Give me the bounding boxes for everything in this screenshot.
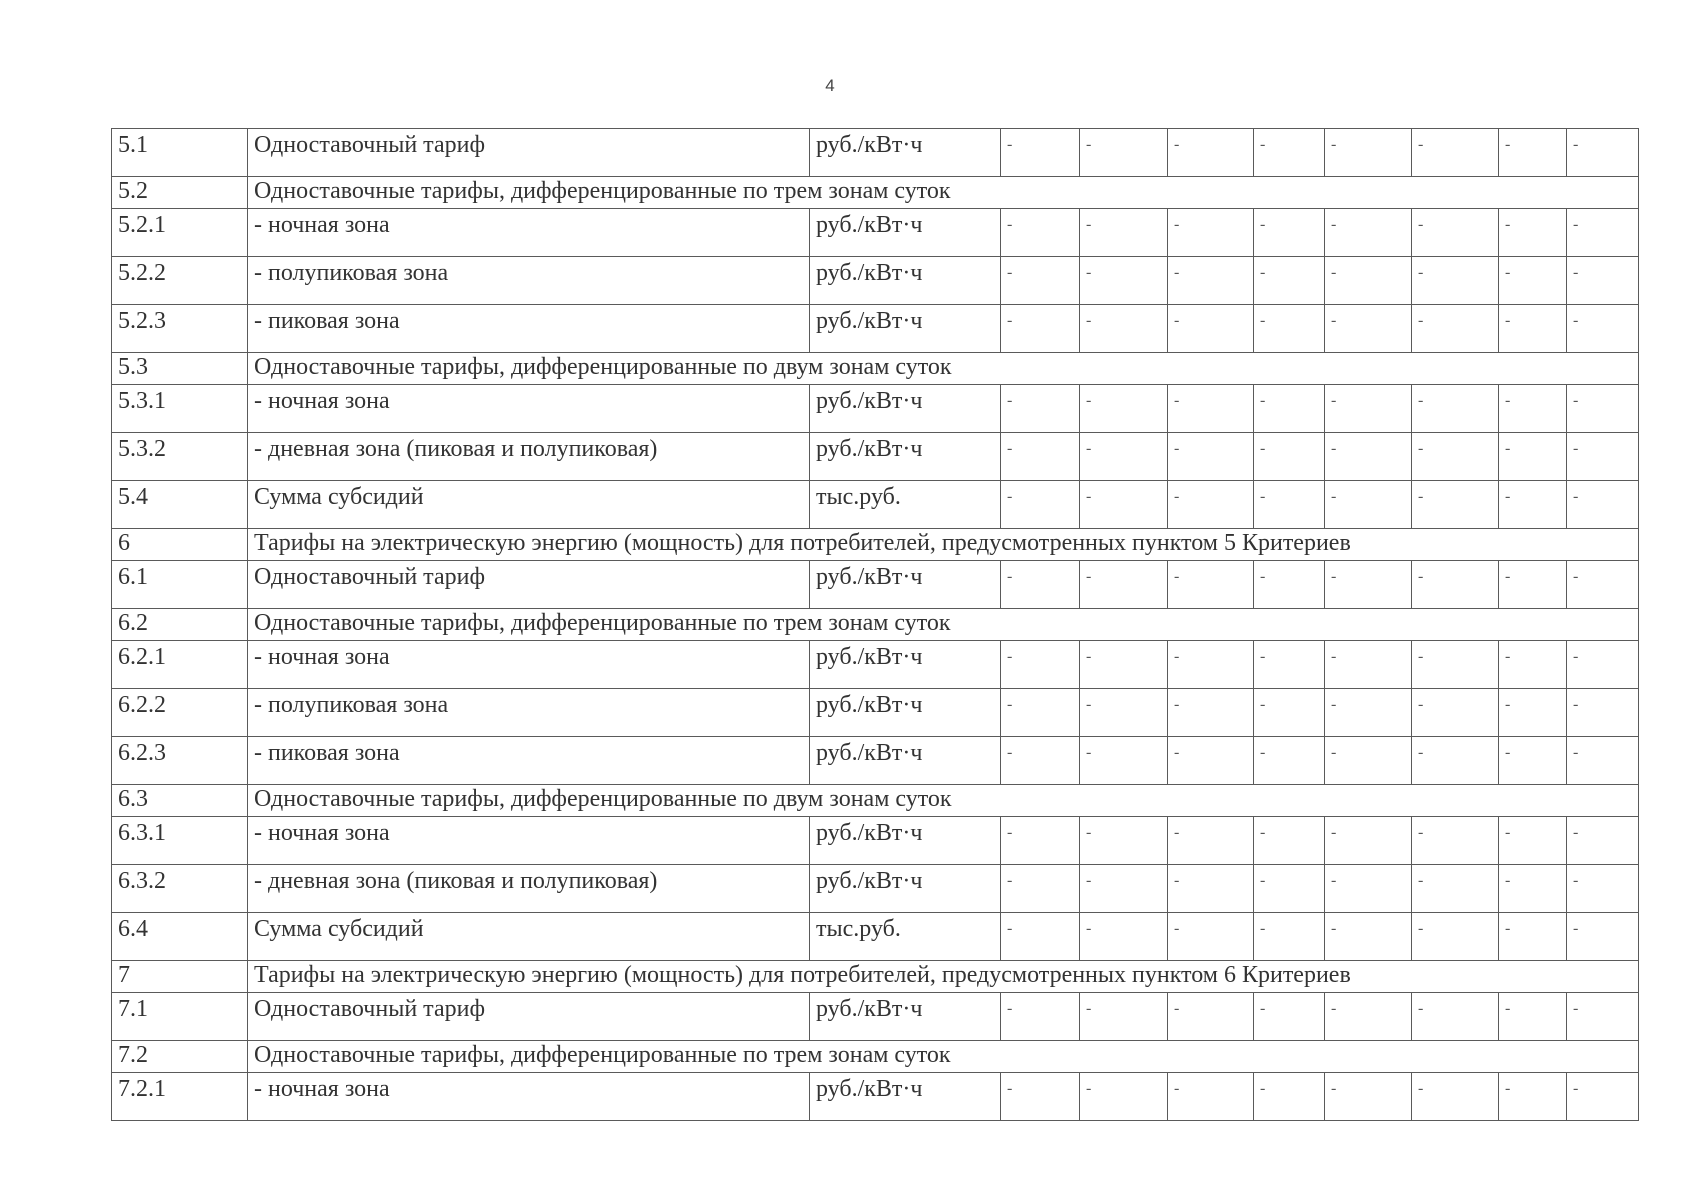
value-cell: - [1567, 1073, 1639, 1121]
value-cell: - [1499, 689, 1567, 737]
value-cell: - [1567, 817, 1639, 865]
row-number-cell: 5.1 [112, 129, 248, 177]
value-cell: - [1254, 737, 1325, 785]
row-number-cell: 7.2.1 [112, 1073, 248, 1121]
value-cell: - [1001, 737, 1080, 785]
value-cell: - [1001, 209, 1080, 257]
row-number-cell: 7.1 [112, 993, 248, 1041]
value-cell: - [1412, 561, 1499, 609]
section-row [112, 353, 1639, 385]
value-cell: - [1254, 1073, 1325, 1121]
value-cell: - [1254, 257, 1325, 305]
row-number-cell: 7.2 [112, 1041, 248, 1073]
value-cell: - [1080, 817, 1168, 865]
value-cell: - [1080, 913, 1168, 961]
value-cell: - [1567, 689, 1639, 737]
value-cell: - [1412, 817, 1499, 865]
row-number-cell: 6.2.2 [112, 689, 248, 737]
value-cell: - [1499, 737, 1567, 785]
value-cell: - [1567, 561, 1639, 609]
value-cell: - [1412, 689, 1499, 737]
value-cell: - [1080, 689, 1168, 737]
value-cell: - [1499, 257, 1567, 305]
value-cell: - [1567, 209, 1639, 257]
value-cell: - [1168, 737, 1254, 785]
value-cell: - [1499, 913, 1567, 961]
value-cell: - [1412, 993, 1499, 1041]
section-title-cell: Одноставочные тарифы, дифференцированные по трем зонам суток [248, 609, 1639, 641]
row-name-cell: - ночная зона [248, 209, 810, 257]
tariff-table [111, 128, 1639, 1121]
value-cell: - [1168, 817, 1254, 865]
unit-cell: руб./кВт·ч [810, 305, 1001, 353]
value-cell: - [1001, 385, 1080, 433]
table-row [112, 737, 1639, 785]
row-number-cell: 5.2.1 [112, 209, 248, 257]
value-cell: - [1080, 257, 1168, 305]
row-name-cell: - ночная зона [248, 817, 810, 865]
row-number-cell: 6 [112, 529, 248, 561]
section-title-cell: Тарифы на электрическую энергию (мощность) для потребителей, предусмотренных пунктом 6 Критериев [248, 961, 1639, 993]
row-name-cell: - ночная зона [248, 1073, 810, 1121]
table-row [112, 433, 1639, 481]
value-cell: - [1499, 993, 1567, 1041]
value-cell: - [1412, 433, 1499, 481]
row-number-cell: 6.1 [112, 561, 248, 609]
unit-cell: руб./кВт·ч [810, 561, 1001, 609]
row-name-cell: Сумма субсидий [248, 481, 810, 529]
section-title-cell: Одноставочные тарифы, дифференцированные по двум зонам суток [248, 785, 1639, 817]
value-cell: - [1412, 641, 1499, 689]
value-cell: - [1168, 1073, 1254, 1121]
value-cell: - [1080, 737, 1168, 785]
value-cell: - [1001, 689, 1080, 737]
value-cell: - [1001, 1073, 1080, 1121]
unit-cell: руб./кВт·ч [810, 689, 1001, 737]
value-cell: - [1567, 257, 1639, 305]
row-number-cell: 6.3 [112, 785, 248, 817]
value-cell: - [1254, 481, 1325, 529]
unit-cell: руб./кВт·ч [810, 993, 1001, 1041]
value-cell: - [1001, 913, 1080, 961]
value-cell: - [1080, 209, 1168, 257]
value-cell: - [1001, 129, 1080, 177]
table-row [112, 481, 1639, 529]
value-cell: - [1325, 209, 1412, 257]
row-name-cell: - ночная зона [248, 641, 810, 689]
value-cell: - [1001, 433, 1080, 481]
section-row [112, 609, 1639, 641]
value-cell: - [1567, 385, 1639, 433]
value-cell: - [1168, 865, 1254, 913]
value-cell: - [1168, 689, 1254, 737]
unit-cell: руб./кВт·ч [810, 817, 1001, 865]
section-row [112, 785, 1639, 817]
row-name-cell: - дневная зона (пиковая и полупиковая) [248, 433, 810, 481]
unit-cell: руб./кВт·ч [810, 1073, 1001, 1121]
value-cell: - [1254, 817, 1325, 865]
value-cell: - [1254, 993, 1325, 1041]
value-cell: - [1254, 385, 1325, 433]
table-row [112, 641, 1639, 689]
value-cell: - [1254, 641, 1325, 689]
value-cell: - [1325, 993, 1412, 1041]
value-cell: - [1412, 257, 1499, 305]
value-cell: - [1325, 305, 1412, 353]
value-cell: - [1254, 865, 1325, 913]
table-row [112, 305, 1639, 353]
row-number-cell: 5.4 [112, 481, 248, 529]
value-cell: - [1499, 305, 1567, 353]
value-cell: - [1499, 481, 1567, 529]
value-cell: - [1168, 993, 1254, 1041]
value-cell: - [1325, 865, 1412, 913]
value-cell: - [1412, 913, 1499, 961]
value-cell: - [1168, 481, 1254, 529]
value-cell: - [1080, 129, 1168, 177]
tariff-table-body [112, 129, 1639, 1121]
value-cell: - [1001, 817, 1080, 865]
row-name-cell: - пиковая зона [248, 305, 810, 353]
value-cell: - [1499, 385, 1567, 433]
value-cell: - [1412, 129, 1499, 177]
value-cell: - [1254, 433, 1325, 481]
table-row [112, 913, 1639, 961]
value-cell: - [1168, 209, 1254, 257]
value-cell: - [1567, 865, 1639, 913]
value-cell: - [1325, 481, 1412, 529]
value-cell: - [1412, 737, 1499, 785]
table-row [112, 209, 1639, 257]
value-cell: - [1412, 209, 1499, 257]
unit-cell: руб./кВт·ч [810, 433, 1001, 481]
table-row [112, 129, 1639, 177]
value-cell: - [1499, 561, 1567, 609]
value-cell: - [1567, 433, 1639, 481]
value-cell: - [1254, 305, 1325, 353]
value-cell: - [1567, 641, 1639, 689]
value-cell: - [1325, 1073, 1412, 1121]
value-cell: - [1080, 385, 1168, 433]
value-cell: - [1001, 561, 1080, 609]
unit-cell: руб./кВт·ч [810, 737, 1001, 785]
row-name-cell: Одноставочный тариф [248, 993, 810, 1041]
table-row [112, 689, 1639, 737]
section-row [112, 177, 1639, 209]
value-cell: - [1168, 385, 1254, 433]
value-cell: - [1325, 257, 1412, 305]
value-cell: - [1080, 433, 1168, 481]
value-cell: - [1412, 865, 1499, 913]
value-cell: - [1168, 129, 1254, 177]
table-row [112, 257, 1639, 305]
table-row [112, 561, 1639, 609]
row-number-cell: 6.2.3 [112, 737, 248, 785]
value-cell: - [1001, 865, 1080, 913]
value-cell: - [1499, 865, 1567, 913]
value-cell: - [1412, 305, 1499, 353]
value-cell: - [1499, 433, 1567, 481]
value-cell: - [1499, 129, 1567, 177]
value-cell: - [1001, 257, 1080, 305]
row-name-cell: - полупиковая зона [248, 689, 810, 737]
section-row [112, 1041, 1639, 1073]
row-number-cell: 6.4 [112, 913, 248, 961]
row-name-cell: - полупиковая зона [248, 257, 810, 305]
value-cell: - [1080, 305, 1168, 353]
value-cell: - [1001, 993, 1080, 1041]
value-cell: - [1254, 689, 1325, 737]
section-title-cell: Тарифы на электрическую энергию (мощность) для потребителей, предусмотренных пунктом 5 Критериев [248, 529, 1639, 561]
row-name-cell: Сумма субсидий [248, 913, 810, 961]
value-cell: - [1499, 209, 1567, 257]
unit-cell: руб./кВт·ч [810, 209, 1001, 257]
value-cell: - [1567, 737, 1639, 785]
value-cell: - [1325, 385, 1412, 433]
row-number-cell: 5.2 [112, 177, 248, 209]
row-name-cell: - дневная зона (пиковая и полупиковая) [248, 865, 810, 913]
value-cell: - [1254, 209, 1325, 257]
row-name-cell: - пиковая зона [248, 737, 810, 785]
value-cell: - [1325, 737, 1412, 785]
value-cell: - [1567, 913, 1639, 961]
section-row [112, 961, 1639, 993]
value-cell: - [1080, 561, 1168, 609]
unit-cell: руб./кВт·ч [810, 385, 1001, 433]
unit-cell: тыс.руб. [810, 913, 1001, 961]
value-cell: - [1412, 1073, 1499, 1121]
value-cell: - [1412, 385, 1499, 433]
unit-cell: руб./кВт·ч [810, 641, 1001, 689]
row-number-cell: 6.3.1 [112, 817, 248, 865]
section-title-cell: Одноставочные тарифы, дифференцированные по трем зонам суток [248, 177, 1639, 209]
value-cell: - [1001, 641, 1080, 689]
value-cell: - [1325, 129, 1412, 177]
row-number-cell: 5.3.2 [112, 433, 248, 481]
value-cell: - [1325, 433, 1412, 481]
value-cell: - [1168, 913, 1254, 961]
row-number-cell: 5.3.1 [112, 385, 248, 433]
row-name-cell: Одноставочный тариф [248, 129, 810, 177]
unit-cell: руб./кВт·ч [810, 865, 1001, 913]
row-number-cell: 5.2.3 [112, 305, 248, 353]
value-cell: - [1080, 1073, 1168, 1121]
row-number-cell: 5.2.2 [112, 257, 248, 305]
value-cell: - [1080, 993, 1168, 1041]
table-row [112, 817, 1639, 865]
tariff-table-container [111, 128, 1638, 1121]
value-cell: - [1080, 865, 1168, 913]
row-number-cell: 6.3.2 [112, 865, 248, 913]
value-cell: - [1168, 433, 1254, 481]
unit-cell: тыс.руб. [810, 481, 1001, 529]
value-cell: - [1412, 481, 1499, 529]
section-title-cell: Одноставочные тарифы, дифференцированные по двум зонам суток [248, 353, 1639, 385]
table-row [112, 993, 1639, 1041]
value-cell: - [1567, 993, 1639, 1041]
value-cell: - [1567, 129, 1639, 177]
row-number-cell: 6.2.1 [112, 641, 248, 689]
value-cell: - [1254, 129, 1325, 177]
value-cell: - [1325, 689, 1412, 737]
section-title-cell: Одноставочные тарифы, дифференцированные по трем зонам суток [248, 1041, 1639, 1073]
table-row [112, 1073, 1639, 1121]
value-cell: - [1168, 641, 1254, 689]
value-cell: - [1325, 817, 1412, 865]
row-number-cell: 7 [112, 961, 248, 993]
value-cell: - [1168, 305, 1254, 353]
page-number: 4 [825, 76, 835, 95]
value-cell: - [1001, 481, 1080, 529]
value-cell: - [1567, 481, 1639, 529]
value-cell: - [1254, 561, 1325, 609]
value-cell: - [1499, 641, 1567, 689]
value-cell: - [1168, 257, 1254, 305]
value-cell: - [1080, 641, 1168, 689]
value-cell: - [1080, 481, 1168, 529]
value-cell: - [1567, 305, 1639, 353]
value-cell: - [1168, 561, 1254, 609]
row-name-cell: Одноставочный тариф [248, 561, 810, 609]
value-cell: - [1325, 561, 1412, 609]
section-row [112, 529, 1639, 561]
value-cell: - [1001, 305, 1080, 353]
value-cell: - [1325, 641, 1412, 689]
table-row [112, 385, 1639, 433]
value-cell: - [1325, 913, 1412, 961]
value-cell: - [1499, 1073, 1567, 1121]
row-number-cell: 6.2 [112, 609, 248, 641]
unit-cell: руб./кВт·ч [810, 257, 1001, 305]
value-cell: - [1499, 817, 1567, 865]
row-name-cell: - ночная зона [248, 385, 810, 433]
row-number-cell: 5.3 [112, 353, 248, 385]
table-row [112, 865, 1639, 913]
value-cell: - [1254, 913, 1325, 961]
unit-cell: руб./кВт·ч [810, 129, 1001, 177]
